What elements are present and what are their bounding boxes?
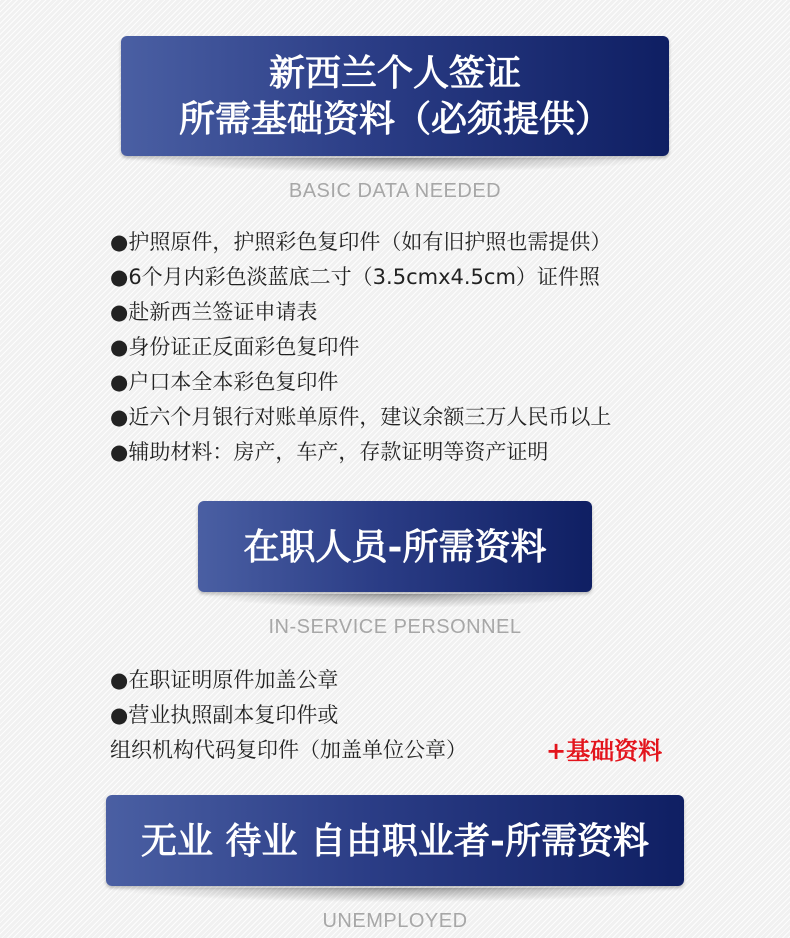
section-subtitle-unemployed: UNEMPLOYED bbox=[322, 910, 468, 932]
basic-requirements-list bbox=[110, 225, 611, 470]
list-item: ●近六个月银行对账单原件，建议余额三万人民币以上 bbox=[110, 405, 612, 429]
plus-basic-data-note: +基础资料 bbox=[546, 737, 663, 765]
banner-basic-data bbox=[121, 36, 669, 156]
banner-shadow bbox=[130, 158, 660, 172]
banner-shadow bbox=[206, 594, 584, 608]
list-item: ●户口本全本彩色复印件 bbox=[110, 370, 339, 394]
banner-title-line-2: 所需基础资料（必须提供） bbox=[178, 98, 611, 140]
banner-shadow bbox=[116, 888, 674, 902]
list-item: ●营业执照副本复印件或 bbox=[110, 703, 339, 727]
list-item: ●在职证明原件加盖公章 bbox=[110, 668, 339, 692]
section-subtitle-in-service: IN-SERVICE PERSONNEL bbox=[268, 616, 522, 638]
list-item: ●赴新西兰签证申请表 bbox=[110, 300, 318, 324]
banner-in-service bbox=[198, 501, 592, 592]
in-service-requirements-list bbox=[110, 663, 467, 768]
banner-title-line-1: 无业 待业 自由职业者-所需资料 bbox=[140, 819, 649, 862]
list-item: ●6个月内彩色淡蓝底二寸（3.5cmx4.5cm）证件照 bbox=[110, 265, 600, 289]
section-subtitle-basic: BASIC DATA NEEDED bbox=[288, 180, 502, 202]
list-item: ●身份证正反面彩色复印件 bbox=[110, 335, 360, 359]
list-item: ●护照原件，护照彩色复印件（如有旧护照也需提供） bbox=[110, 230, 612, 254]
banner-title-line-1: 在职人员-所需资料 bbox=[243, 525, 547, 568]
banner-unemployed bbox=[106, 795, 684, 886]
banner-title-line-1: 新西兰个人签证 bbox=[268, 52, 521, 94]
list-item: 组织机构代码复印件（加盖单位公章） bbox=[110, 738, 467, 762]
list-item: ●辅助材料：房产，车产，存款证明等资产证明 bbox=[110, 440, 549, 464]
